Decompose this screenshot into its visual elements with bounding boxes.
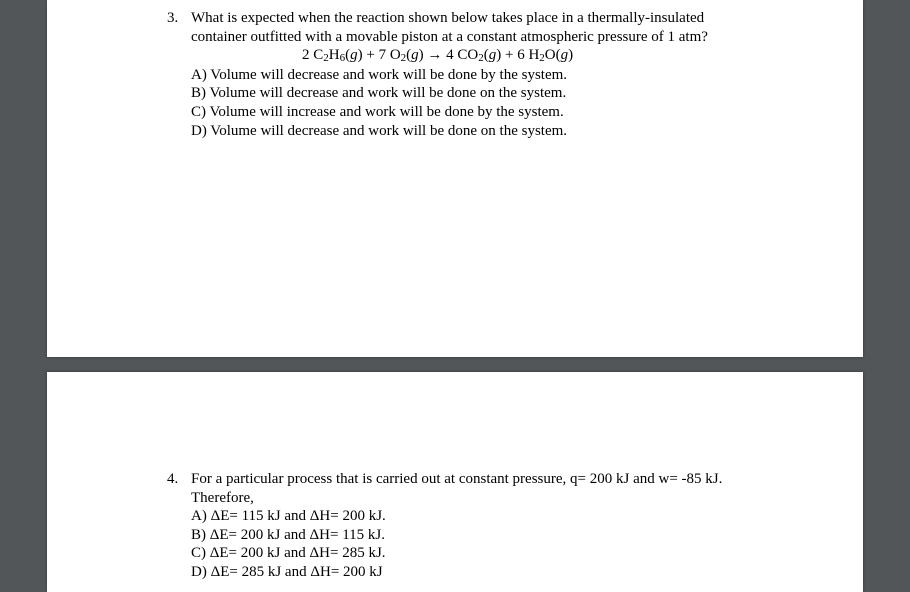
answer-option-d: D) ΔE= 285 kJ and ΔH= 200 kJ [191,563,383,580]
equation-subscript: 2 [400,52,407,65]
answer-option-b: B) ΔE= 200 kJ and ΔH= 115 kJ. [191,526,385,543]
equation-phase: g [350,47,358,64]
answer-option-b: B) Volume will decrease and work will be done on the system. [191,85,567,102]
equation-text: O( [544,47,561,64]
question-body [191,9,807,140]
question-stem-line-2: Therefore, [191,489,254,506]
question-stem-line-1: For a particular process that is carried out at constant pressure, q= 200 kJ and w= -85 kJ. [191,471,723,487]
equation-text: ( [406,47,412,64]
answer-option-a: A) ΔE= 115 kJ and ΔH= 200 kJ. [191,508,386,525]
equation-text: 2 C [302,47,324,64]
question-4 [167,470,807,582]
answer-option-a: A) Volume will decrease and work will be done by the system. [191,66,568,83]
equation-phase: g [560,47,569,64]
question-body [191,470,807,582]
equation-text: H [328,47,340,64]
equation-text: ( [483,47,489,64]
answer-option-c: C) Volume will increase and work will be done by the system. [191,103,564,120]
chemical-equation [302,46,807,66]
equation-phase: g [411,47,419,64]
document-page-1 [47,0,863,357]
equation-text: ) + 7 O [357,47,401,64]
question-3 [167,9,807,140]
equation-subscript: 2 [323,52,329,65]
equation-subscript: 2 [478,52,484,65]
equation-subscript: 6 [339,52,346,65]
question-stem-line-1: What is expected when the reaction shown below takes place in a thermally-insulated [191,10,705,26]
equation-text: ) [568,47,574,64]
question-stem-line-2: container outfitted with a movable piston at a constant atmospheric pressure of 1 atm? [191,28,708,45]
equation-phase: g [488,47,497,64]
document-page-2 [47,372,863,592]
question-number: 3. [167,10,179,26]
answer-option-c: C) ΔE= 200 kJ and ΔH= 285 kJ. [191,545,386,562]
equation-text: ) + 6 H [496,47,540,64]
equation-text: ( [345,47,351,64]
equation-subscript: 2 [539,52,545,65]
equation-text: ) → 4 CO [418,47,479,64]
question-number: 4. [167,471,179,487]
answer-option-d: D) Volume will decrease and work will be done on the system. [191,122,568,139]
